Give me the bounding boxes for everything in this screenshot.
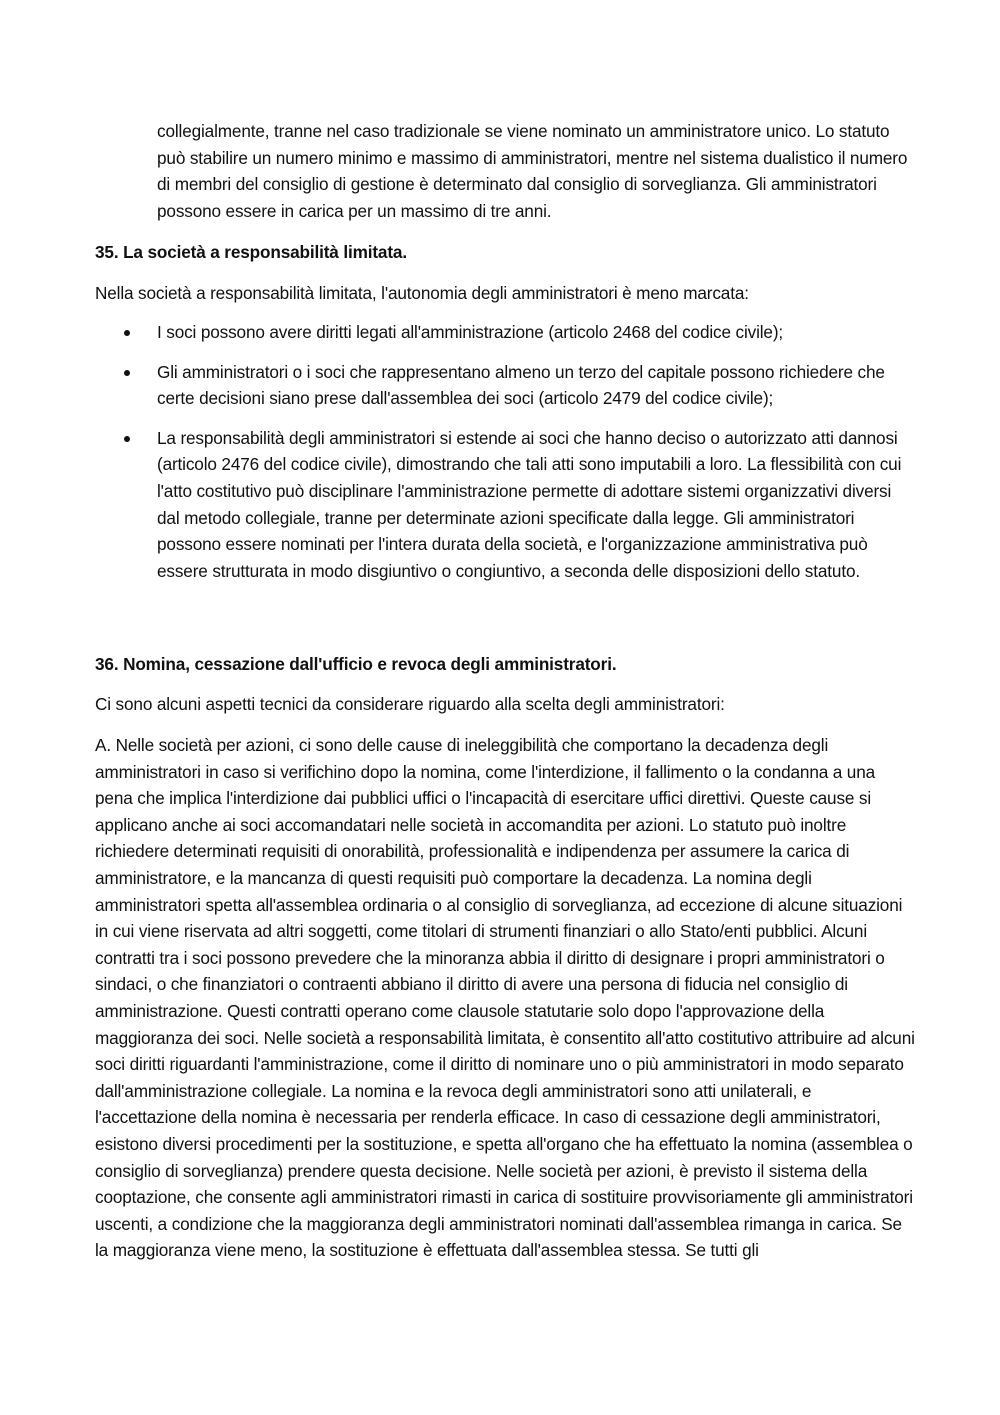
section-36-heading: 36. Nomina, cessazione dall'ufficio e revoca degli amministratori. bbox=[95, 654, 617, 674]
list-item-text: Gli amministratori o i soci che rappresentano almeno un terzo del capitale possono richiedere che certe decisioni siano prese dall'assemblea dei soci (articolo 2479 del codice civile); bbox=[157, 361, 885, 409]
section-35-heading: 35. La società a responsabilità limitata. bbox=[95, 242, 407, 262]
list-item bbox=[95, 319, 915, 346]
bullet-icon bbox=[124, 330, 130, 336]
list-item-text: I soci possono avere diritti legati all'amministrazione (articolo 2468 del codice civile); bbox=[157, 322, 784, 342]
bullet-icon bbox=[124, 370, 130, 376]
section-36-paragraph-a: A. Nelle società per azioni, ci sono delle cause di ineleggibilità che comportano la decadenza degli amministratori in caso si verifichino dopo la nomina, come l'interdizione, il fallimento o la condanna a una pena che implica l'interdizione dai pubblici uffici o l'incapacità di esercitare uffici direttivi. Queste cause si applicano anche ai soci accomandatari nelle società in accomandita per azioni. Lo statuto può inoltre richiedere determinati requisiti di onorabilità, professionalità e indipendenza per assumere la carica di amministratore, e la mancanza di questi requisiti può comportare la decadenza. La nomina degli amministratori spetta all'assemblea ordinaria o al consiglio di sorveglianza, ad eccezione di alcune situazioni in cui viene riservata ad altri soggetti, come titolari di strumenti finanziari o allo Stato/enti pubblici. Alcuni contratti tra i soci possono prevedere che la minoranza abbia il diritto di designare i propri amministratori o sindaci, o che finanziatori o contraenti abbiano il diritto di avere una persona di fiducia nel consiglio di amministrazione. Questi contratti operano come clausole statutarie solo dopo l'approvazione della maggioranza dei soci. Nelle società a responsabilità limitata, è consentito all'atto costitutivo attribuire ad alcuni soci diritti riguardanti l'amministrazione, come il diritto di nominare uno o più amministratori in modo separato dall'amministrazione collegiale. La nomina e la revoca degli amministratori sono atti unilaterali, e l'accettazione della nomina è necessaria per renderla efficace. In caso di cessazione degli amministratori, esistono diversi procedimenti per la sostituzione, e spetta all'organo che ha effettuato la nomina (assemblea o consiglio di sorveglianza) prendere questa decisione. Nelle società per azioni, è previsto il sistema della cooptazione, che consente agli amministratori rimasti in carica di sostituire provvisoriamente gli amministratori uscenti, a condizione che la maggioranza degli amministratori nominati dall'assemblea rimanga in carica. Se la maggioranza viene meno, la sostituzione è effettuata dall'assemblea stessa. Se tutti gli bbox=[95, 735, 915, 1261]
list-item-text: La responsabilità degli amministratori si estende ai soci che hanno deciso o autorizzato atti dannosi (articolo 2476 del codice civile), dimostrando che tali atti sono imputabili a loro. La flessibilità con cui l'atto costitutivo può disciplinare l'amministrazione permette di adottare sistemi organizzativi diversi dal metodo collegiale, tranne per determinate azioni specificate dalla legge. Gli amministratori possono essere nominati per l'intera durata della società, e l'organizzazione amministrativa può essere strutturata in modo disgiuntivo o congiuntivo, a seconda delle disposizioni dello statuto. bbox=[157, 427, 902, 581]
section-35-bullet-list bbox=[95, 319, 915, 597]
list-item bbox=[95, 359, 915, 412]
bullet-icon bbox=[124, 436, 130, 442]
continuation-paragraph: collegialmente, tranne nel caso tradizionale se viene nominato un amministratore unico. Lo statuto può stabilire un numero minimo e massimo di amministratori, mentre nel sistema dualistico il numero di membri del consiglio di gestione è determinato dal consiglio di sorveglianza. Gli amministratori possono essere in carica per un massimo di tre anni. bbox=[157, 121, 908, 221]
section-36-intro: Ci sono alcuni aspetti tecnici da considerare riguardo alla scelta degli amministratori: bbox=[95, 694, 725, 714]
list-item bbox=[95, 425, 915, 585]
section-35-intro: Nella società a responsabilità limitata, l'autonomia degli amministratori è meno marcata: bbox=[95, 283, 749, 303]
